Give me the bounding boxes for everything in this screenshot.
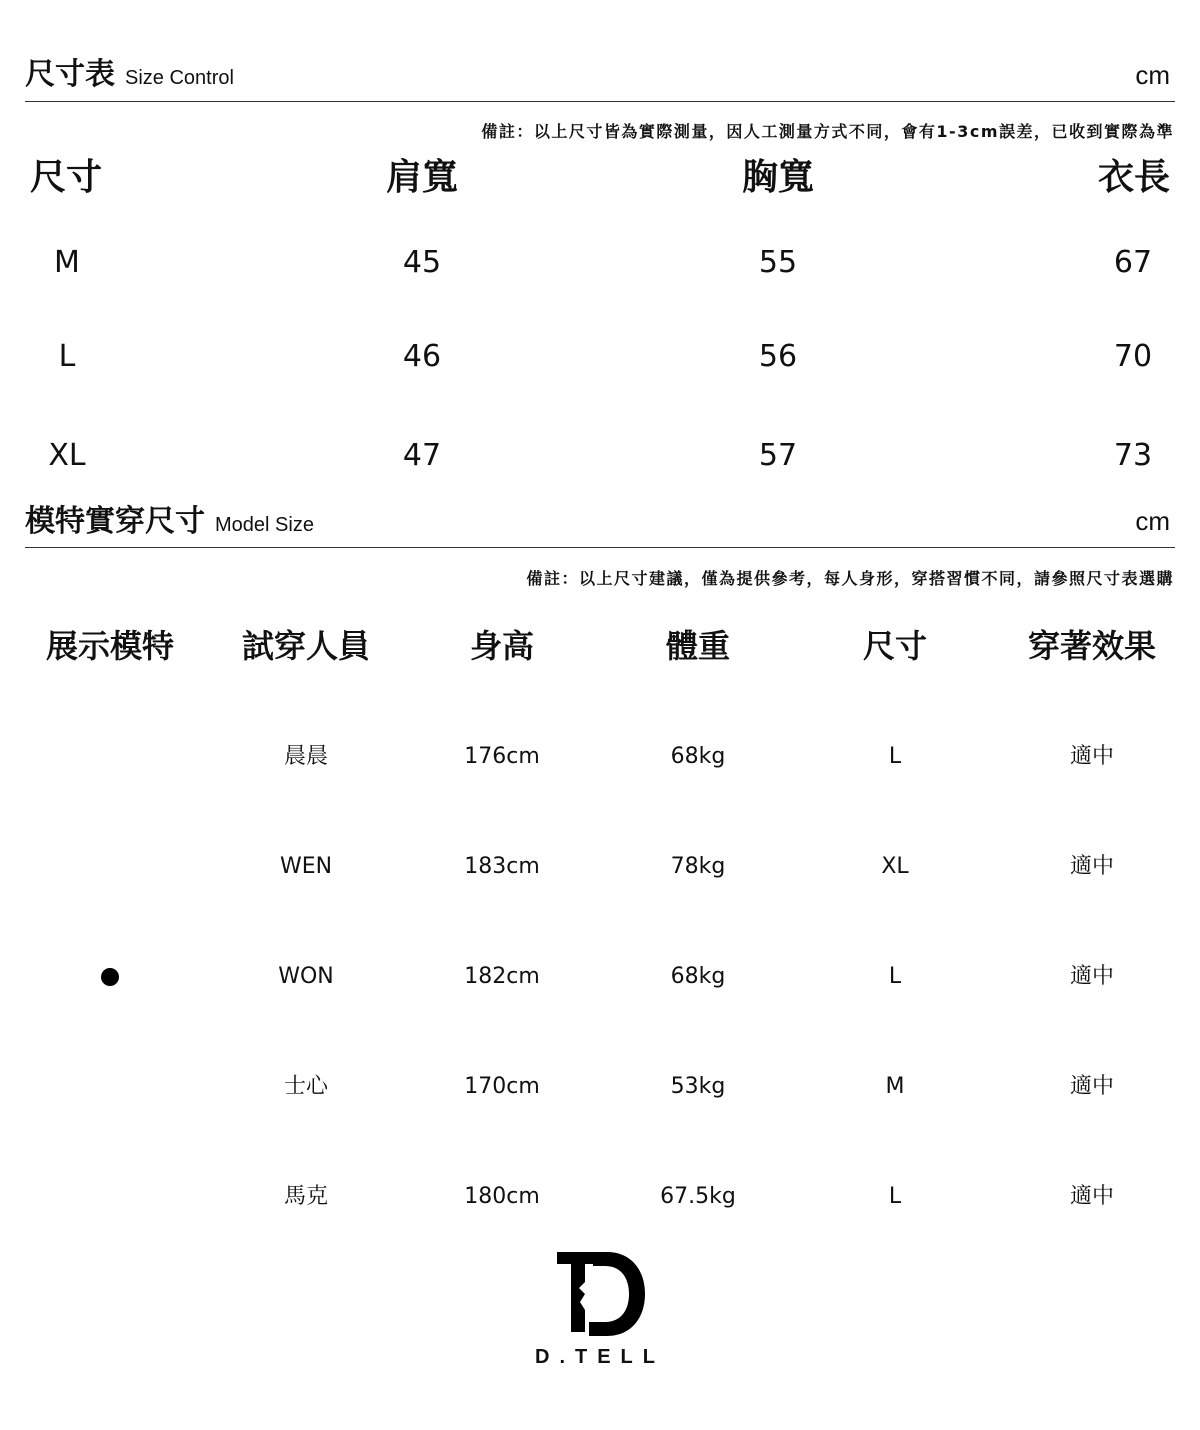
tester-weight: 53kg bbox=[670, 1074, 726, 1099]
header-shoulder: 肩寬 bbox=[385, 157, 459, 198]
length-cell: 70 bbox=[1113, 339, 1153, 374]
tester-size: XL bbox=[881, 854, 909, 879]
tester-height: 182cm bbox=[464, 964, 540, 989]
size-cell: L bbox=[58, 339, 76, 374]
model-size-title bbox=[25, 504, 314, 539]
brand-name: D.TELL bbox=[535, 1346, 665, 1368]
td-monogram-logo-icon bbox=[555, 1252, 647, 1340]
header-height: 身高 bbox=[469, 627, 535, 665]
tester-weight: 68kg bbox=[670, 964, 726, 989]
shoulder-cell: 46 bbox=[402, 339, 442, 374]
tester-fit: 適中 bbox=[1069, 854, 1115, 879]
header-chest: 胸寬 bbox=[741, 157, 815, 198]
model-size-divider bbox=[25, 547, 1175, 548]
tester-size: M bbox=[885, 1074, 905, 1099]
header-fit: 穿著效果 bbox=[1027, 627, 1157, 665]
shoulder-cell: 45 bbox=[402, 245, 442, 280]
tester-height: 176cm bbox=[464, 744, 540, 769]
model-size-subtitle: Model Size bbox=[215, 514, 314, 536]
model-size-unit: cm bbox=[1135, 506, 1170, 536]
tester-name: 馬克 bbox=[283, 1184, 329, 1209]
tester-fit: 適中 bbox=[1069, 964, 1115, 989]
tester-name: WON bbox=[278, 964, 334, 989]
tester-weight: 68kg bbox=[670, 744, 726, 769]
tester-weight: 78kg bbox=[670, 854, 726, 879]
tester-fit: 適中 bbox=[1069, 1184, 1115, 1209]
header-size: 尺寸 bbox=[862, 627, 928, 665]
shoulder-cell: 47 bbox=[402, 438, 442, 473]
size-chart-divider bbox=[25, 101, 1175, 102]
model-size-note: 備註：以上尺寸建議，僅為提供參考，每人身形，穿搭習慣不同，請參照尺寸表選購 bbox=[526, 569, 1174, 588]
header-size: 尺寸 bbox=[30, 157, 103, 198]
size-chart-unit: cm bbox=[1135, 60, 1170, 90]
size-chart-title-text: 尺寸表 bbox=[25, 57, 115, 92]
tester-fit: 適中 bbox=[1069, 1074, 1115, 1099]
tester-size: L bbox=[888, 744, 902, 769]
header-weight: 體重 bbox=[665, 627, 731, 665]
header-model: 展示模特 bbox=[45, 627, 175, 665]
size-cell: M bbox=[54, 245, 80, 280]
tester-size: L bbox=[888, 964, 902, 989]
tester-height: 183cm bbox=[464, 854, 540, 879]
tester-height: 170cm bbox=[464, 1074, 540, 1099]
size-chart-title bbox=[25, 57, 234, 92]
length-cell: 73 bbox=[1113, 438, 1153, 473]
chest-cell: 55 bbox=[758, 245, 798, 280]
size-chart-note: 備註：以上尺寸皆為實際測量，因人工測量方式不同，會有1-3cm誤差，已收到實際為準 bbox=[481, 122, 1174, 141]
header-tester: 試穿人員 bbox=[241, 627, 371, 665]
chest-cell: 57 bbox=[758, 438, 798, 473]
size-cell: XL bbox=[48, 438, 86, 473]
chest-cell: 56 bbox=[758, 339, 798, 374]
size-chart-subtitle: Size Control bbox=[125, 67, 234, 89]
tester-name: 士心 bbox=[283, 1074, 329, 1099]
tester-weight: 67.5kg bbox=[660, 1184, 736, 1209]
tester-size: L bbox=[888, 1184, 902, 1209]
featured-model-dot-icon bbox=[101, 968, 119, 986]
tester-height: 180cm bbox=[464, 1184, 540, 1209]
tester-name: 晨晨 bbox=[283, 744, 329, 769]
tester-fit: 適中 bbox=[1069, 744, 1115, 769]
model-size-title-text: 模特實穿尺寸 bbox=[25, 504, 205, 539]
header-length: 衣長 bbox=[1097, 157, 1170, 198]
length-cell: 67 bbox=[1113, 245, 1153, 280]
tester-name: WEN bbox=[279, 854, 333, 879]
